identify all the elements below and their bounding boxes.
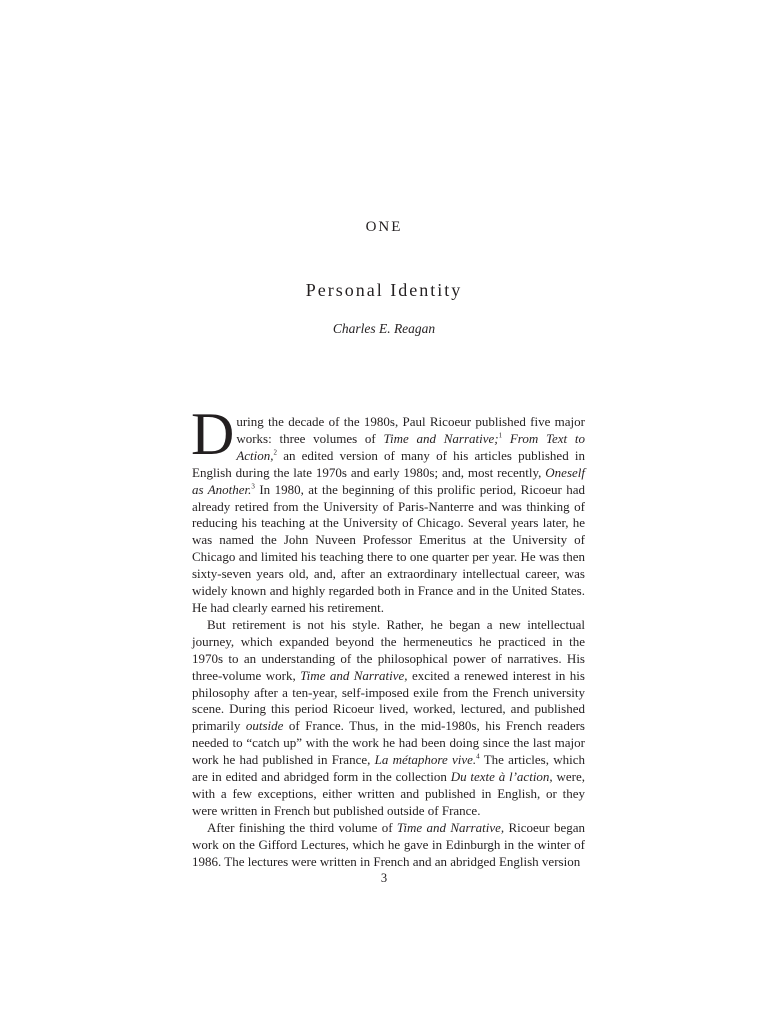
paragraph-1 bbox=[191, 401, 585, 617]
book-title-oneself-as-another: Oneself as Another. bbox=[192, 464, 585, 497]
book-title-time-and-narrative: Time and Narrative, bbox=[300, 667, 408, 683]
page-number: 3 bbox=[380, 871, 388, 885]
text-run: But retirement is not his style. Rather, he began a new intellectual journey, which expanded beyond the hermeneutics he practiced in the 1970s to an understanding of the philosophical power of narratives. His three-volume work, bbox=[192, 616, 585, 683]
chapter-author: Charles E. Reagan bbox=[332, 321, 436, 336]
drop-cap: D bbox=[191, 401, 235, 467]
paragraph-3 bbox=[192, 820, 585, 871]
book-title-from-text-to-action: From Text to Action, bbox=[236, 430, 585, 463]
text-run: Ricoeur began work on the Gifford Lectures, which he gave in Edinburgh in the winter of 1986. The lectures were written in French and an abridged English version bbox=[192, 819, 585, 869]
book-title-time-and-narrative: Time and Narrative, bbox=[396, 819, 505, 835]
paragraph-2 bbox=[192, 617, 585, 820]
text-run: In 1980, at the beginning of this prolific period, Ricoeur had already retired from the University of Paris-Nanterre and was thinking of reducing his teaching at the University of Chicago. Several years later, he was named the John Nuveen Professor Emeritus at the University of Chicago and limited his teaching there to one quarter per year. He was then sixty-seven years old, and, after an extraordinary intellectual career, was widely known and highly regarded both in France and in the United States. He had clearly earned his retirement. bbox=[192, 481, 585, 615]
text-run: of France. Thus, in the mid-1980s, his French readers needed to “catch up” with the work he had been doing since the last major work he had published in France, bbox=[192, 718, 585, 768]
footnote-ref-3: 3 bbox=[251, 482, 255, 491]
text-run: were, with a few exceptions, either written and published in English, or they were written in French but published outside of France. bbox=[192, 769, 585, 818]
text-run: excited a renewed interest in his philosophy after a ten-year, self-imposed exile from the French university scene. During this period Ricoeur lived, worked, lectured, and published primarily bbox=[192, 667, 585, 734]
text-run bbox=[502, 431, 510, 446]
book-title-time-and-narrative: Time and Narrative; bbox=[383, 430, 499, 446]
chapter-title: Personal Identity bbox=[305, 280, 463, 300]
body-text bbox=[191, 401, 585, 870]
footnote-ref-4: 4 bbox=[476, 752, 480, 761]
book-title-du-texte-a-laction: Du texte à l’action, bbox=[450, 769, 553, 785]
book-title-la-metaphore-vive: La métaphore vive. bbox=[374, 752, 477, 768]
text-run: an edited version of many of his articles published in English during the late 1970s and early 1980s; and, most recently, bbox=[192, 447, 585, 480]
text-run: After finishing the third volume of bbox=[207, 819, 397, 835]
footnote-ref-2: 2 bbox=[273, 448, 278, 457]
chapter-number: ONE bbox=[365, 219, 403, 235]
emphasis-outside: outside bbox=[245, 718, 284, 734]
text-run: uring the decade of the 1980s, Paul Ricoeur published five major works: three volumes of bbox=[236, 414, 585, 446]
text-run: The articles, which are in edited and abridged form in the collection bbox=[192, 752, 585, 785]
footnote-ref-1: 1 bbox=[498, 431, 503, 440]
